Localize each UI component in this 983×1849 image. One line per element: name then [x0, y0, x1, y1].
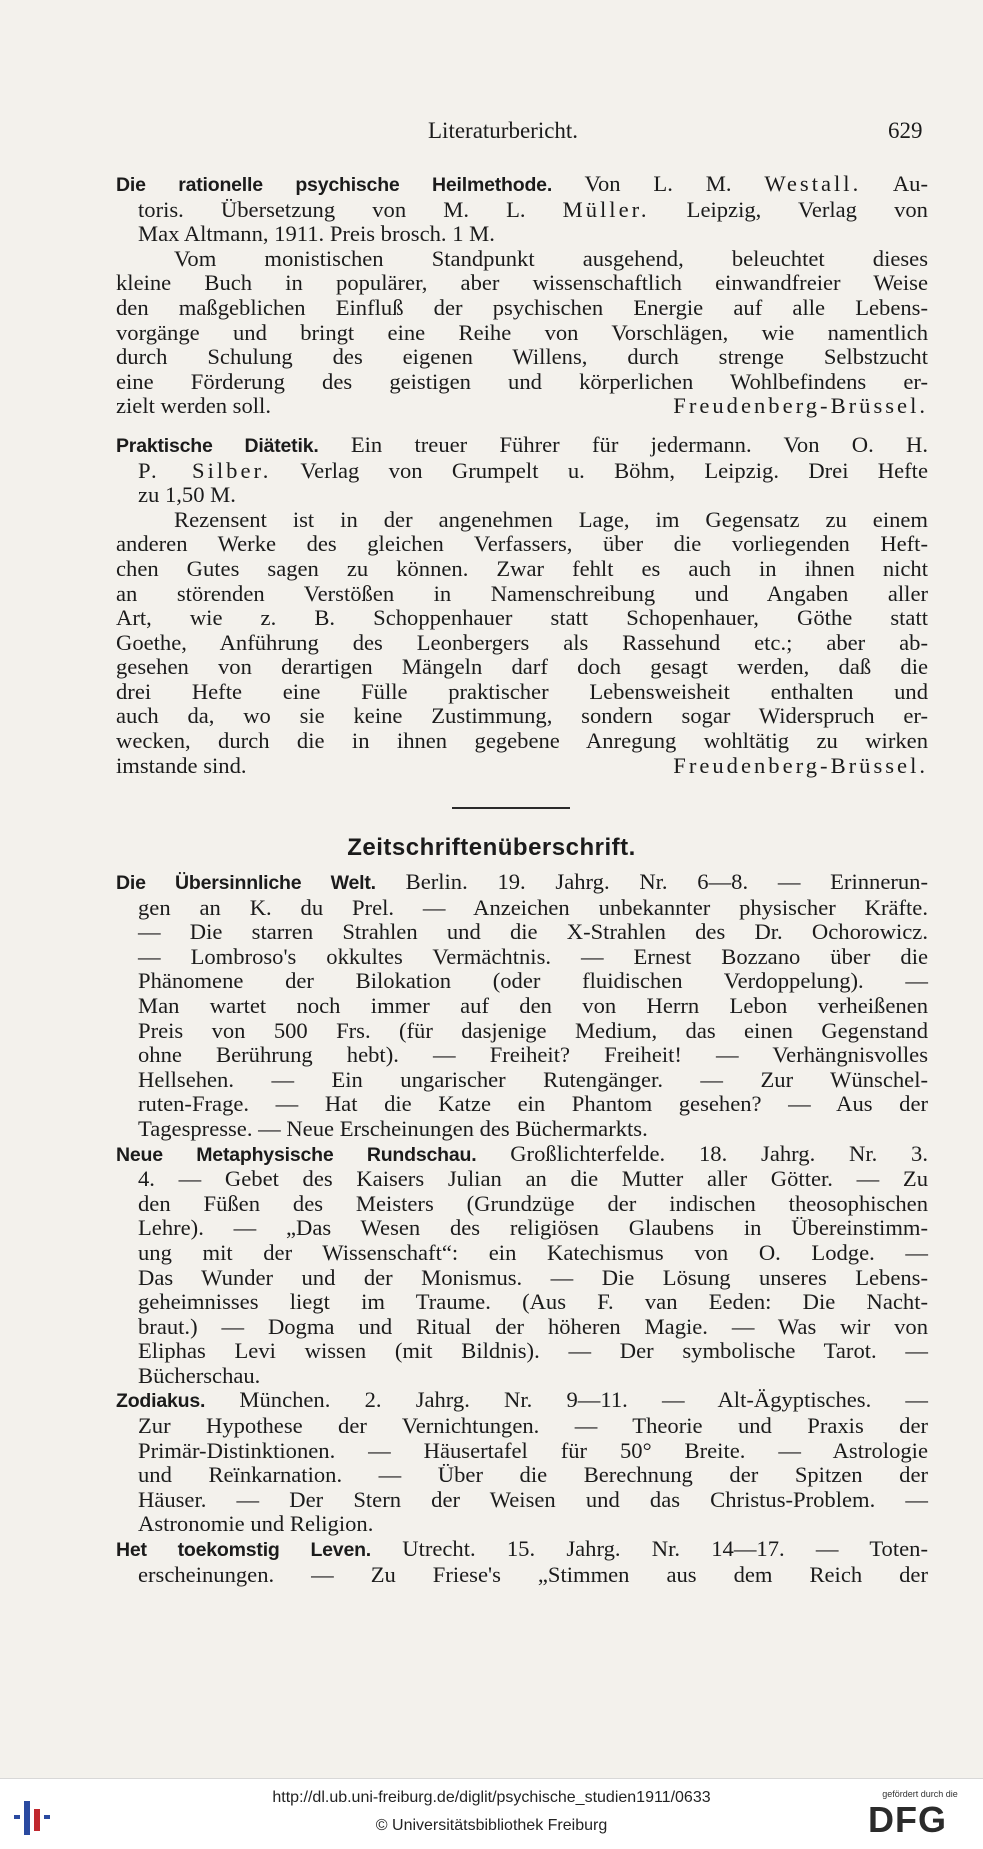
text-line	[116, 1266, 928, 1291]
reviewer-signature: Freudenberg-Brüssel.	[673, 393, 928, 419]
dfg-logo	[864, 1789, 974, 1844]
line-text: Lehre). — „Das Wesen des religiösen Glaubens in Übereinstimm-	[138, 1215, 928, 1241]
text-line	[116, 222, 928, 247]
review-body-line: drei Hefte eine Fülle praktischer Lebensweisheit enthalten und	[116, 678, 928, 704]
section-divider	[452, 807, 570, 809]
entry-heading: Praktische Diätetik.	[116, 434, 319, 457]
review-body-line: vorgänge und bringt eine Reihe von Vorschlägen, wie namentlich	[116, 319, 928, 345]
entry-heading: Die rationelle psychische Heilmethode.	[116, 174, 553, 196]
review-body-line: eine Förderung des geistigen und körperlichen Wohlbefindens er-	[116, 368, 928, 394]
line-text: Verlag von Grumpelt u. Böhm, Leipzig. Drei Hefte	[271, 457, 928, 483]
text-line	[116, 969, 928, 994]
line-text: ung mit der Wissenschaft“: ein Katechismus von O. Lodge. —	[138, 1239, 928, 1265]
copyright-text: © Universitätsbibliothek Freiburg	[375, 1817, 608, 1834]
line-text: Von L. M.	[552, 171, 765, 196]
review-body-line: chen Gutes sagen zu können. Zwar fehlt es auch in ihnen nicht	[116, 555, 928, 581]
review-signature-line	[116, 394, 928, 419]
line-text: Großlichterfelde. 18. Jahrg. Nr. 3.	[476, 1140, 929, 1166]
line-text: Preis von 500 Frs. (für dasjenige Medium, das einen Gegenstand	[138, 1017, 928, 1043]
line-text: und Reïnkarnation. — Über die Berechnung der Spitzen der	[138, 1462, 928, 1488]
entry-heading: Die Übersinnliche Welt.	[116, 872, 376, 894]
text-line	[116, 1315, 928, 1340]
source-url-link[interactable]: http://dl.ub.uni-freiburg.de/diglit/psychische_studien1911/0633	[272, 1789, 711, 1806]
review-body-line: anderen Werke des gleichen Verfassers, über die vorliegenden Heft-	[116, 531, 928, 557]
line-text: Bücherschau.	[138, 1362, 261, 1388]
text-line	[116, 1414, 928, 1439]
entry-heading: Zodiakus.	[116, 1390, 206, 1413]
review-body-line: auch da, wo sie keine Zustimmung, sondern sogar Widerspruch er-	[116, 703, 928, 729]
review-signature-line	[116, 754, 928, 779]
text-line	[116, 1043, 928, 1068]
text-line	[116, 920, 928, 945]
line-text: Utrecht. 15. Jahrg. Nr. 14—17. — Toten-	[371, 1536, 928, 1562]
line-text: 4. — Gebet des Kaisers Julian an die Mutter aller Götter. — Zu	[138, 1166, 928, 1192]
line-text: Ein treuer Führer für jedermann. Von O. H.	[318, 431, 928, 457]
line-text: Max Altmann, 1911. Preis brosch. 1 M.	[138, 221, 495, 247]
entry-heading: Neue Metaphysische Rundschau.	[116, 1143, 477, 1166]
text-line	[116, 1488, 928, 1513]
text-line	[116, 1339, 928, 1364]
text-line	[116, 945, 928, 970]
line-text: erscheinungen. — Zu Friese's „Stimmen aus dem Reich der	[138, 1561, 928, 1587]
review-body-line: durch Schulung des eigenen Willens, durch strenge Selbstzucht	[116, 344, 928, 370]
line-text: Phänomene der Bilokation (oder fluidischen Verdoppelung). —	[138, 968, 928, 994]
text-line	[116, 1512, 928, 1537]
review-body-line: an störenden Verstößen in Namenschreibung und Angaben aller	[116, 580, 928, 606]
text-line	[116, 1241, 928, 1266]
line-text: — Die starren Strahlen und die X-Strahlen des Dr. Ochorowicz.	[138, 919, 928, 945]
review-body-line: Rezensent ist in der angenehmen Lage, im Gegensatz zu einem	[174, 506, 928, 532]
author-name: Westall.	[764, 171, 862, 196]
line-text: gen an K. du Prel. — Anzeichen unbekannter physischer Kräfte.	[138, 894, 928, 920]
text-line	[116, 1290, 928, 1315]
journal-overview	[116, 870, 928, 1587]
line-text: braut.) — Dogma und Ritual der höheren Magie. — Was wir von	[138, 1313, 928, 1339]
journal-entry	[116, 870, 928, 1142]
book-reviews	[116, 172, 928, 778]
text-line	[116, 1388, 928, 1414]
line-text: Häuser. — Der Stern der Weisen und das Christus-Problem. —	[138, 1486, 928, 1512]
line-text: Primär-Distinktionen. — Häusertafel für 50° Breite. — Astrologie	[138, 1437, 928, 1463]
review-body-line: zielt werden soll.	[116, 393, 271, 419]
author-name: P. Silber.	[138, 457, 272, 483]
text-line	[116, 1068, 928, 1093]
line-text: zu 1,50 M.	[138, 482, 236, 508]
line-text: Hellsehen. — Ein ungarischer Rutengänger. — Zur Wünschel-	[138, 1066, 928, 1092]
line-text: Leipzig, Verlag von	[649, 196, 928, 222]
review-body-line: Vom monistischen Standpunkt ausgehend, beleuchtet dieses	[174, 245, 928, 271]
line-text: Zur Hypothese der Vernichtungen. — Theorie und Praxis der	[138, 1413, 928, 1439]
text-line	[116, 1192, 928, 1217]
page-number: 629	[888, 118, 923, 143]
text-line	[116, 1092, 928, 1117]
line-text: ruten-Frage. — Hat die Katze ein Phantom gesehen? — Aus der	[138, 1091, 928, 1117]
text-line	[116, 433, 928, 459]
line-text: Tagespresse. — Neue Erscheinungen des Büchermarkts.	[138, 1115, 648, 1141]
text-line	[116, 1537, 928, 1563]
review-body-line: kleine Buch in populärer, aber wissenschaftlich einwandfreier Weise	[116, 270, 928, 296]
line-text: Man wartet noch immer auf den von Herrn Lebon verheißenen	[138, 992, 928, 1018]
dfg-wordmark: DFG	[868, 1799, 947, 1840]
line-text: ohne Berührung hebt). — Freiheit? Freiheit! — Verhängnisvolles	[138, 1042, 928, 1068]
review-body-line: Art, wie z. B. Schoppenhauer statt Schopenhauer, Göthe statt	[116, 605, 928, 631]
text-line	[116, 1463, 928, 1488]
line-text: geheimnisses liegt im Traume. (Aus F. van Eeden: Die Nacht-	[138, 1289, 928, 1315]
review-entry	[116, 433, 928, 778]
line-text: Au-	[861, 171, 929, 196]
review-entry	[116, 172, 928, 419]
journal-entry	[116, 1142, 928, 1389]
text-line	[116, 870, 928, 896]
journal-entry	[116, 1388, 928, 1537]
text-line	[116, 459, 928, 484]
header-title: Literaturbericht.	[428, 118, 579, 143]
line-text: den Füßen des Meisters (Grundzüge der indischen theosophischen	[138, 1190, 928, 1216]
text-line	[116, 1364, 928, 1389]
running-header	[0, 118, 983, 150]
line-text: Astronomie und Religion.	[138, 1511, 374, 1537]
line-text: Eliphas Levi wissen (mit Bildnis). — Der symbolische Tarot. —	[138, 1338, 928, 1364]
line-text: Berlin. 19. Jahrg. Nr. 6—8. — Erinnerun-	[375, 869, 928, 894]
text-line	[116, 994, 928, 1019]
text-line	[116, 1216, 928, 1241]
text-line	[116, 896, 928, 921]
footer-bar	[0, 1778, 983, 1849]
reviewer-signature: Freudenberg-Brüssel.	[673, 752, 928, 778]
journal-entry	[116, 1537, 928, 1587]
text-line	[116, 1439, 928, 1464]
text-line	[116, 1019, 928, 1044]
review-body-line: wecken, durch die in ihnen gegebene Anregung wohltätig zu wirken	[116, 728, 928, 754]
author-name: Müller.	[562, 196, 650, 222]
text-line	[116, 1117, 928, 1142]
text-line	[116, 1142, 928, 1168]
section-title: Zeitschriftenüberschrift.	[347, 834, 636, 861]
text-line	[116, 483, 928, 508]
review-body-line: Goethe, Anführung des Leonbergers als Rassehund etc.; aber ab-	[116, 629, 928, 655]
review-body-line: imstande sind.	[116, 752, 247, 778]
dfg-funding-label: gefördert durch die	[882, 1789, 958, 1799]
line-text: — Lombroso's okkultes Vermächtnis. — Ernest Bozzano über die	[138, 943, 928, 969]
line-text: Das Wunder und der Monismus. — Die Lösung unseres Lebens-	[138, 1264, 928, 1290]
review-body-line: gesehen von derartigen Mängeln darf doch gesagt werden, daß die	[116, 654, 928, 680]
text-line	[116, 1563, 928, 1588]
text-line	[116, 172, 928, 198]
review-body-line: den maßgeblichen Einfluß der psychischen Energie auf alle Lebens-	[116, 294, 928, 320]
entry-heading: Het toekomstig Leven.	[116, 1539, 372, 1562]
line-text: München. 2. Jahrg. Nr. 9—11. — Alt-Ägyptisches. —	[205, 1387, 928, 1413]
text-line	[116, 198, 928, 223]
line-text: toris. Übersetzung von M. L.	[138, 196, 563, 222]
text-line	[116, 1167, 928, 1192]
